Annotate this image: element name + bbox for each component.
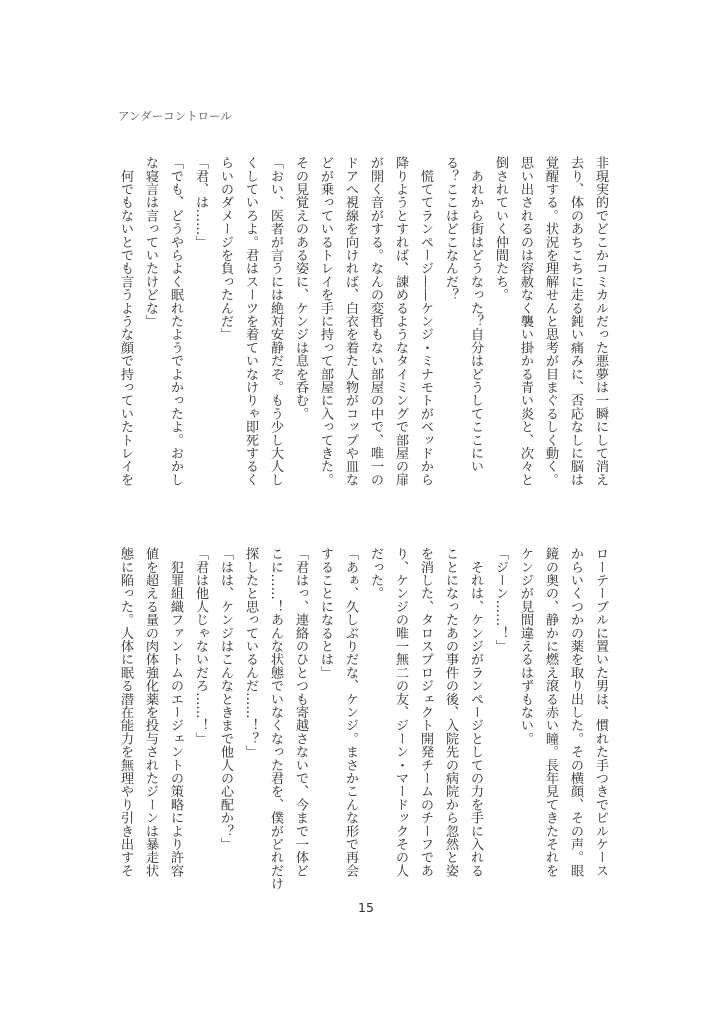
text-column: からいくつかの薬を取り出した。その横顔、その声。眼 (568, 547, 583, 877)
text-block-top (113, 156, 613, 492)
text-column: らいのダメージを負ったんだ」 (218, 156, 233, 341)
text-column: 「君、は……」 (193, 156, 208, 249)
running-header-title: アンダーコントロール (118, 109, 232, 123)
text-column: ことになったあの事件の後、入院先の病院から忽然と姿 (443, 547, 458, 877)
text-column: ローテーブルに置いた男は、慣れた手つきでピルケース (593, 547, 608, 877)
text-column: 態に陥った。人体に眠る潜在能力を無理やり引き出すそ (118, 547, 133, 877)
text-column: ケンジが見間違えるはずもない。 (518, 547, 533, 745)
text-column: 「君はっ、連絡のひとつも寄越さないで、今まで一体ど (293, 547, 308, 877)
text-block-bottom (113, 547, 613, 891)
text-column: が開く音がする。なんの変哲もない部屋の中で、唯一の (368, 156, 383, 486)
text-column: 倒されていく仲間たち。 (493, 156, 508, 302)
text-column: ドアへ視線を向ければ、白衣を着た人物がコップや皿な (343, 156, 358, 486)
text-column: 何でもないとでも言うような顔で持っていたトレイを (118, 156, 133, 486)
text-column: 「でも、どうやらよく眠れたようでよかったよ。おかし (168, 156, 183, 486)
text-column: 慌ててランページ——ケンジ・ミナモトがベッドから (418, 156, 433, 486)
text-column: どが乗っているトレイを手に持って部屋に入ってきた。 (318, 156, 333, 486)
text-column: 去り、体のあちこちに走る鈍い痛みに、否応なしに脳は (568, 156, 583, 486)
text-column: こに……！あんな状態でいなくなった君を、僕がどれだけ (268, 547, 283, 891)
text-column: それは、ケンジがランページとしての力を手に入れる (468, 547, 483, 877)
text-column: その見覚えのある姿に、ケンジは息を呑む。 (293, 156, 308, 420)
text-column: 「はは、ケンジはこんなときまで他人の心配か？」 (218, 547, 233, 851)
text-column: 犯罪組織ファントムのエージェントの策略により許容 (168, 547, 183, 877)
text-column: 鏡の奥の、静かに燃え滾る赤い瞳。長年見てきたそれを (543, 547, 558, 877)
text-column: る？ここはどこなんだ？ (443, 156, 458, 302)
text-column: な寝言は言っていたけどな」 (143, 156, 158, 328)
text-column: 値を超える量の肉体強化薬を投与されたジーンは暴走状 (143, 547, 158, 877)
text-column: 思い出されるのは容赦なく襲い掛かる青い炎と、次々と (518, 156, 533, 486)
text-column: 「おい、医者が言うには絶対安静だぞ。もう少し大人し (268, 156, 283, 486)
text-column: 非現実的でどこかコミカルだった悪夢は一瞬にして消え (593, 156, 608, 486)
text-column: り、ケンジの唯一無二の友、ジーン・マードックその人 (393, 547, 408, 877)
text-column: 「あぁ、久しぶりだな、ケンジ。まさかこんな形で再会 (343, 547, 358, 877)
text-column: 「君は他人じゃないだろ……！」 (193, 547, 208, 745)
text-column: 探したと思っているんだ……！？」 (243, 547, 258, 759)
text-column: することになるとは」 (318, 547, 333, 679)
text-column: くしていろよ。君はスーツを着ていなけりゃ即死するく (243, 156, 258, 486)
text-column: だった。 (368, 547, 383, 600)
text-column: あれから街はどうなった？自分はどうしてここにい (468, 156, 483, 473)
text-column: 覚醒する。状況を理解せんと思考が目まぐるしく動く。 (543, 156, 558, 486)
text-column: 降りようとすれば、諌めるようなタイミングで部屋の扉 (393, 156, 408, 486)
page-number: 15 (358, 900, 374, 915)
text-column: 「ジーン……！」 (493, 547, 508, 653)
text-column: を消した、タロスプロジェクト開発チームのチーフであ (418, 547, 433, 877)
